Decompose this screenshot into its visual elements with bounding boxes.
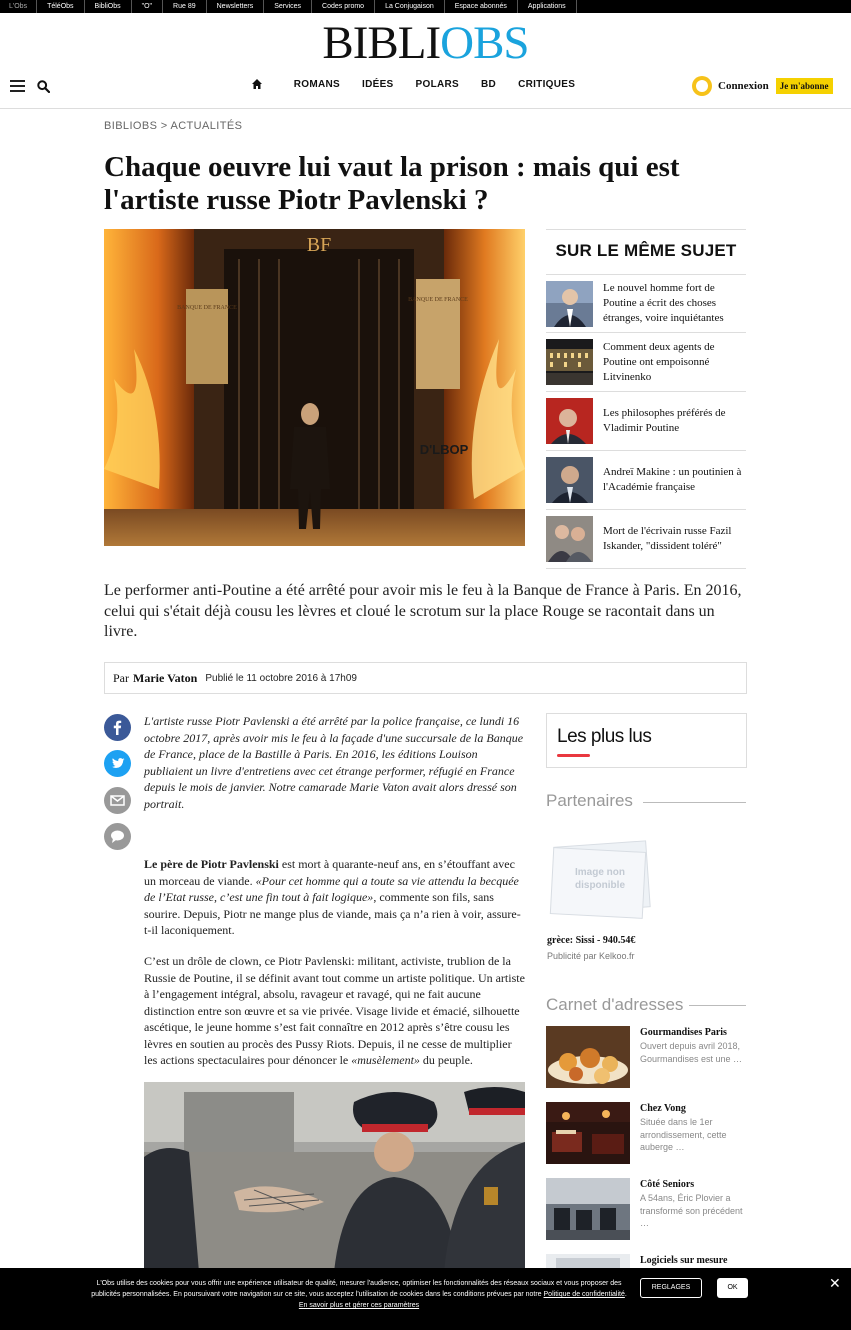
hero-sign: BF [306,234,332,256]
privacy-policy-link[interactable]: Politique de confidentialité [543,1291,625,1298]
related-item-title[interactable]: Mort de l'écrivain russe Fazil Iskander, "dissident toléré" [603,525,732,552]
hero-left-plaque: BANQUE DE FRANCE [177,305,237,311]
toplink-o[interactable]: "O" [132,0,163,13]
hero-right-plaque: BANQUE DE FRANCE [408,297,468,303]
related-item-title[interactable]: Le nouvel homme fort de Poutine a écrit des choses étranges, voire inquiétantes [603,282,724,324]
mail-icon [104,787,131,814]
cookie-banner [0,1268,851,1330]
nav-polars[interactable]: POLARS [415,78,460,90]
address-thumbnail [546,1178,630,1240]
comment-icon [104,823,131,850]
article-photo [144,1082,525,1272]
article-title: Chaque oeuvre lui vaut la prison : mais qui est l'artiste russe Piotr Pavlenski ? [104,151,680,216]
email-share-button[interactable] [104,787,131,814]
related-thumbnail [546,398,593,444]
partners-divider [643,802,746,803]
address-thumbnail [546,1026,630,1088]
top-links-bar [0,0,851,13]
toplink-espace-abonnes[interactable]: Espace abonnés [445,0,518,13]
home-icon[interactable] [251,78,263,90]
related-item[interactable] [546,510,746,569]
partner-item-title[interactable]: grèce: Sissi - 940.54€ [547,935,636,946]
most-read-accent [557,754,590,757]
related-item-title[interactable]: Andreï Makine : un poutinien à l'Académie française [603,466,742,493]
paragraph-text: , commente son fils, sans sourire. Depuis, Piotr ne mange plus de viande, mais ça n’a rien à voir, assure-t-il laconiquement. [144,890,521,937]
most-read-box [546,713,747,768]
partner-source: Publicité par Kelkoo.fr [547,951,635,961]
address-name[interactable]: Côté Seniors [640,1179,695,1190]
cookie-more-link[interactable]: En savoir plus et gérer ces paramètres [298,1302,420,1309]
address-thumbnail [546,1102,630,1164]
cookie-text-body: L'Obs utilise des cookies pour vous offrir une expérience utilisateur de qualité, mesurer l'audience, optimiser les fonctionnalités des réseaux sociaux et vous proposer des publicités personnalisées. En poursuivant votre navigation sur ce site, vous acceptez l'utilisation de cookies dans les conditions prévues par notre [91,1280,622,1298]
address-name[interactable]: Chez Vong [640,1103,686,1114]
article-paragraph-2 [144,953,525,1069]
related-item-title[interactable]: Comment deux agents de Poutine ont empoisonné Litvinenko [603,340,715,383]
facebook-icon [104,714,131,741]
nav-bd[interactable]: BD [481,78,497,90]
paragraph-text: du peuple. [419,1053,473,1067]
address-item[interactable] [546,1178,746,1242]
address-item[interactable] [546,1102,746,1166]
paragraph-text: est mort à quarante-neuf ans, en s’étouffant avec un morceau de viande. [144,857,515,888]
partners-title: Partenaires [546,791,633,810]
address-title: Carnet d'adresses [546,995,684,1014]
hero-image [104,229,525,546]
related-title: SUR LE MÊME SUJET [555,241,737,260]
related-item[interactable] [546,451,746,510]
byline [104,662,747,694]
toplink-conjugaison[interactable]: La Conjugaison [375,0,445,13]
toplink-newsletters[interactable]: Newsletters [207,0,265,13]
paragraph-lead: Le père de Piotr Pavlenski [144,857,279,871]
breadcrumb[interactable]: BIBLIOBS > ACTUALITÉS [104,120,243,132]
subscribe-button[interactable]: Je m'abonne [776,78,833,94]
facebook-share-button[interactable] [104,714,131,741]
related-articles [546,229,746,569]
comment-button[interactable] [104,823,131,850]
address-desc: Ouvert depuis avril 2018, Gourmandises est une … [640,1041,743,1064]
account-area [692,76,833,96]
article-paragraph-1 [144,856,525,939]
toplink-rue89[interactable]: Rue 89 [163,0,207,13]
toplink-bibliobs[interactable]: BibliObs [85,0,132,13]
nav-critiques[interactable]: CRITIQUES [518,78,576,90]
cookie-ok-button[interactable]: OK [717,1278,748,1298]
login-link[interactable]: Connexion [718,80,769,92]
paragraph-quote: «musèlement» [351,1053,420,1067]
article-lede: L'artiste russe Piotr Pavlenski a été arrêté par la police française, ce lundi 16 octobre 2017, après avoir mis le feu à la façade d'une succursale de la Banque de France, place de la Bastille à Paris. En 2016, les éditions Louison publiaient un livre d'entretiens avec cet étrange performer, réfugié en France depuis le mois de janvier. Notre camarade Marie Vaton avait alors dressé son portrait. [144,714,524,811]
user-avatar-icon[interactable] [692,76,712,96]
toplink-applications[interactable]: Applications [518,0,577,13]
most-read-title: Les plus lus [557,726,652,747]
twitter-icon [104,750,131,777]
address-name[interactable]: Logiciels sur mesure [640,1255,728,1266]
address-name[interactable]: Gourmandises Paris [640,1027,727,1038]
related-thumbnail [546,457,593,503]
byline-prefix: Par [113,670,129,685]
address-item[interactable] [546,1026,746,1090]
related-item[interactable] [546,392,746,451]
site-logo[interactable] [0,17,851,69]
related-item-title[interactable]: Les philosophes préférés de Vladimir Poutine [603,407,726,434]
logo-part-2: OBS [440,17,529,69]
related-thumbnail [546,516,593,562]
close-icon[interactable]: ✕ [829,1276,841,1292]
placeholder-line-1: Image non [574,867,626,878]
toplink-codes-promo[interactable]: Codes promo [312,0,375,13]
placeholder-line-2: disponible [575,880,625,891]
article-chapo: Le performer anti-Poutine a été arrêté pour avoir mis le feu à la Banque de France à Paris. En 2016, celui qui s'était déjà cousu les lèvres et cloué le scrotum sur la place Rouge se racontait dans un livre. [104,582,742,640]
hero-graffiti: D'LBOP [419,442,469,457]
nav-idees[interactable]: IDÉES [362,78,394,90]
partner-image-placeholder[interactable] [548,838,652,924]
toplink-services[interactable]: Services [264,0,312,13]
toplink-lobs[interactable]: L'Obs [0,0,37,13]
related-thumbnail [546,281,593,327]
cookie-text-end: . [624,1291,627,1298]
related-item[interactable] [546,274,746,333]
address-desc: A 54ans, Éric Plovier a transformé son précédent … [640,1193,743,1228]
address-divider [689,1005,746,1006]
toplink-teleobs[interactable]: TéléObs [37,0,84,13]
cookie-text [90,1278,628,1311]
paragraph-quote: «Pour cet homme qui a toute sa vie attendu la becquée de l’Etat russe, c’est une fin tout à fait logique» [144,873,519,904]
related-thumbnail [546,339,593,385]
address-desc: Située dans le 1er arrondissement, cette auberge … [640,1117,727,1152]
header-divider [0,108,851,109]
logo-part-1: BIBLI [322,17,441,69]
author-name[interactable]: Marie Vaton [133,670,198,685]
publish-date: Publié le 11 octobre 2016 à 17h09 [205,672,357,684]
cookie-settings-button[interactable]: REGLAGES [640,1278,702,1298]
paragraph-text: C’est un drôle de clown, ce Piotr Pavlenski: militant, activiste, trublion de la Russie de Poutine, il se définit avant tout comme un artiste politique. Un artiste à l’engagement intégral, absolu, ravageur et ravagé, qui ne fait aucune distinction entre son œuvre et sa vie privée. Visage livide et émacié, silhouette ascétique, le jeune homme s’est fait connaître en 2012 après s’être cousu les lèvres en soutien au procès des Pussy Riots. Depuis, il ne cesse de multiplier les actions spectaculaires pour dénoncer le [144,954,525,1067]
related-item[interactable] [546,333,746,392]
twitter-share-button[interactable] [104,750,131,777]
nav-romans[interactable]: ROMANS [293,78,341,90]
